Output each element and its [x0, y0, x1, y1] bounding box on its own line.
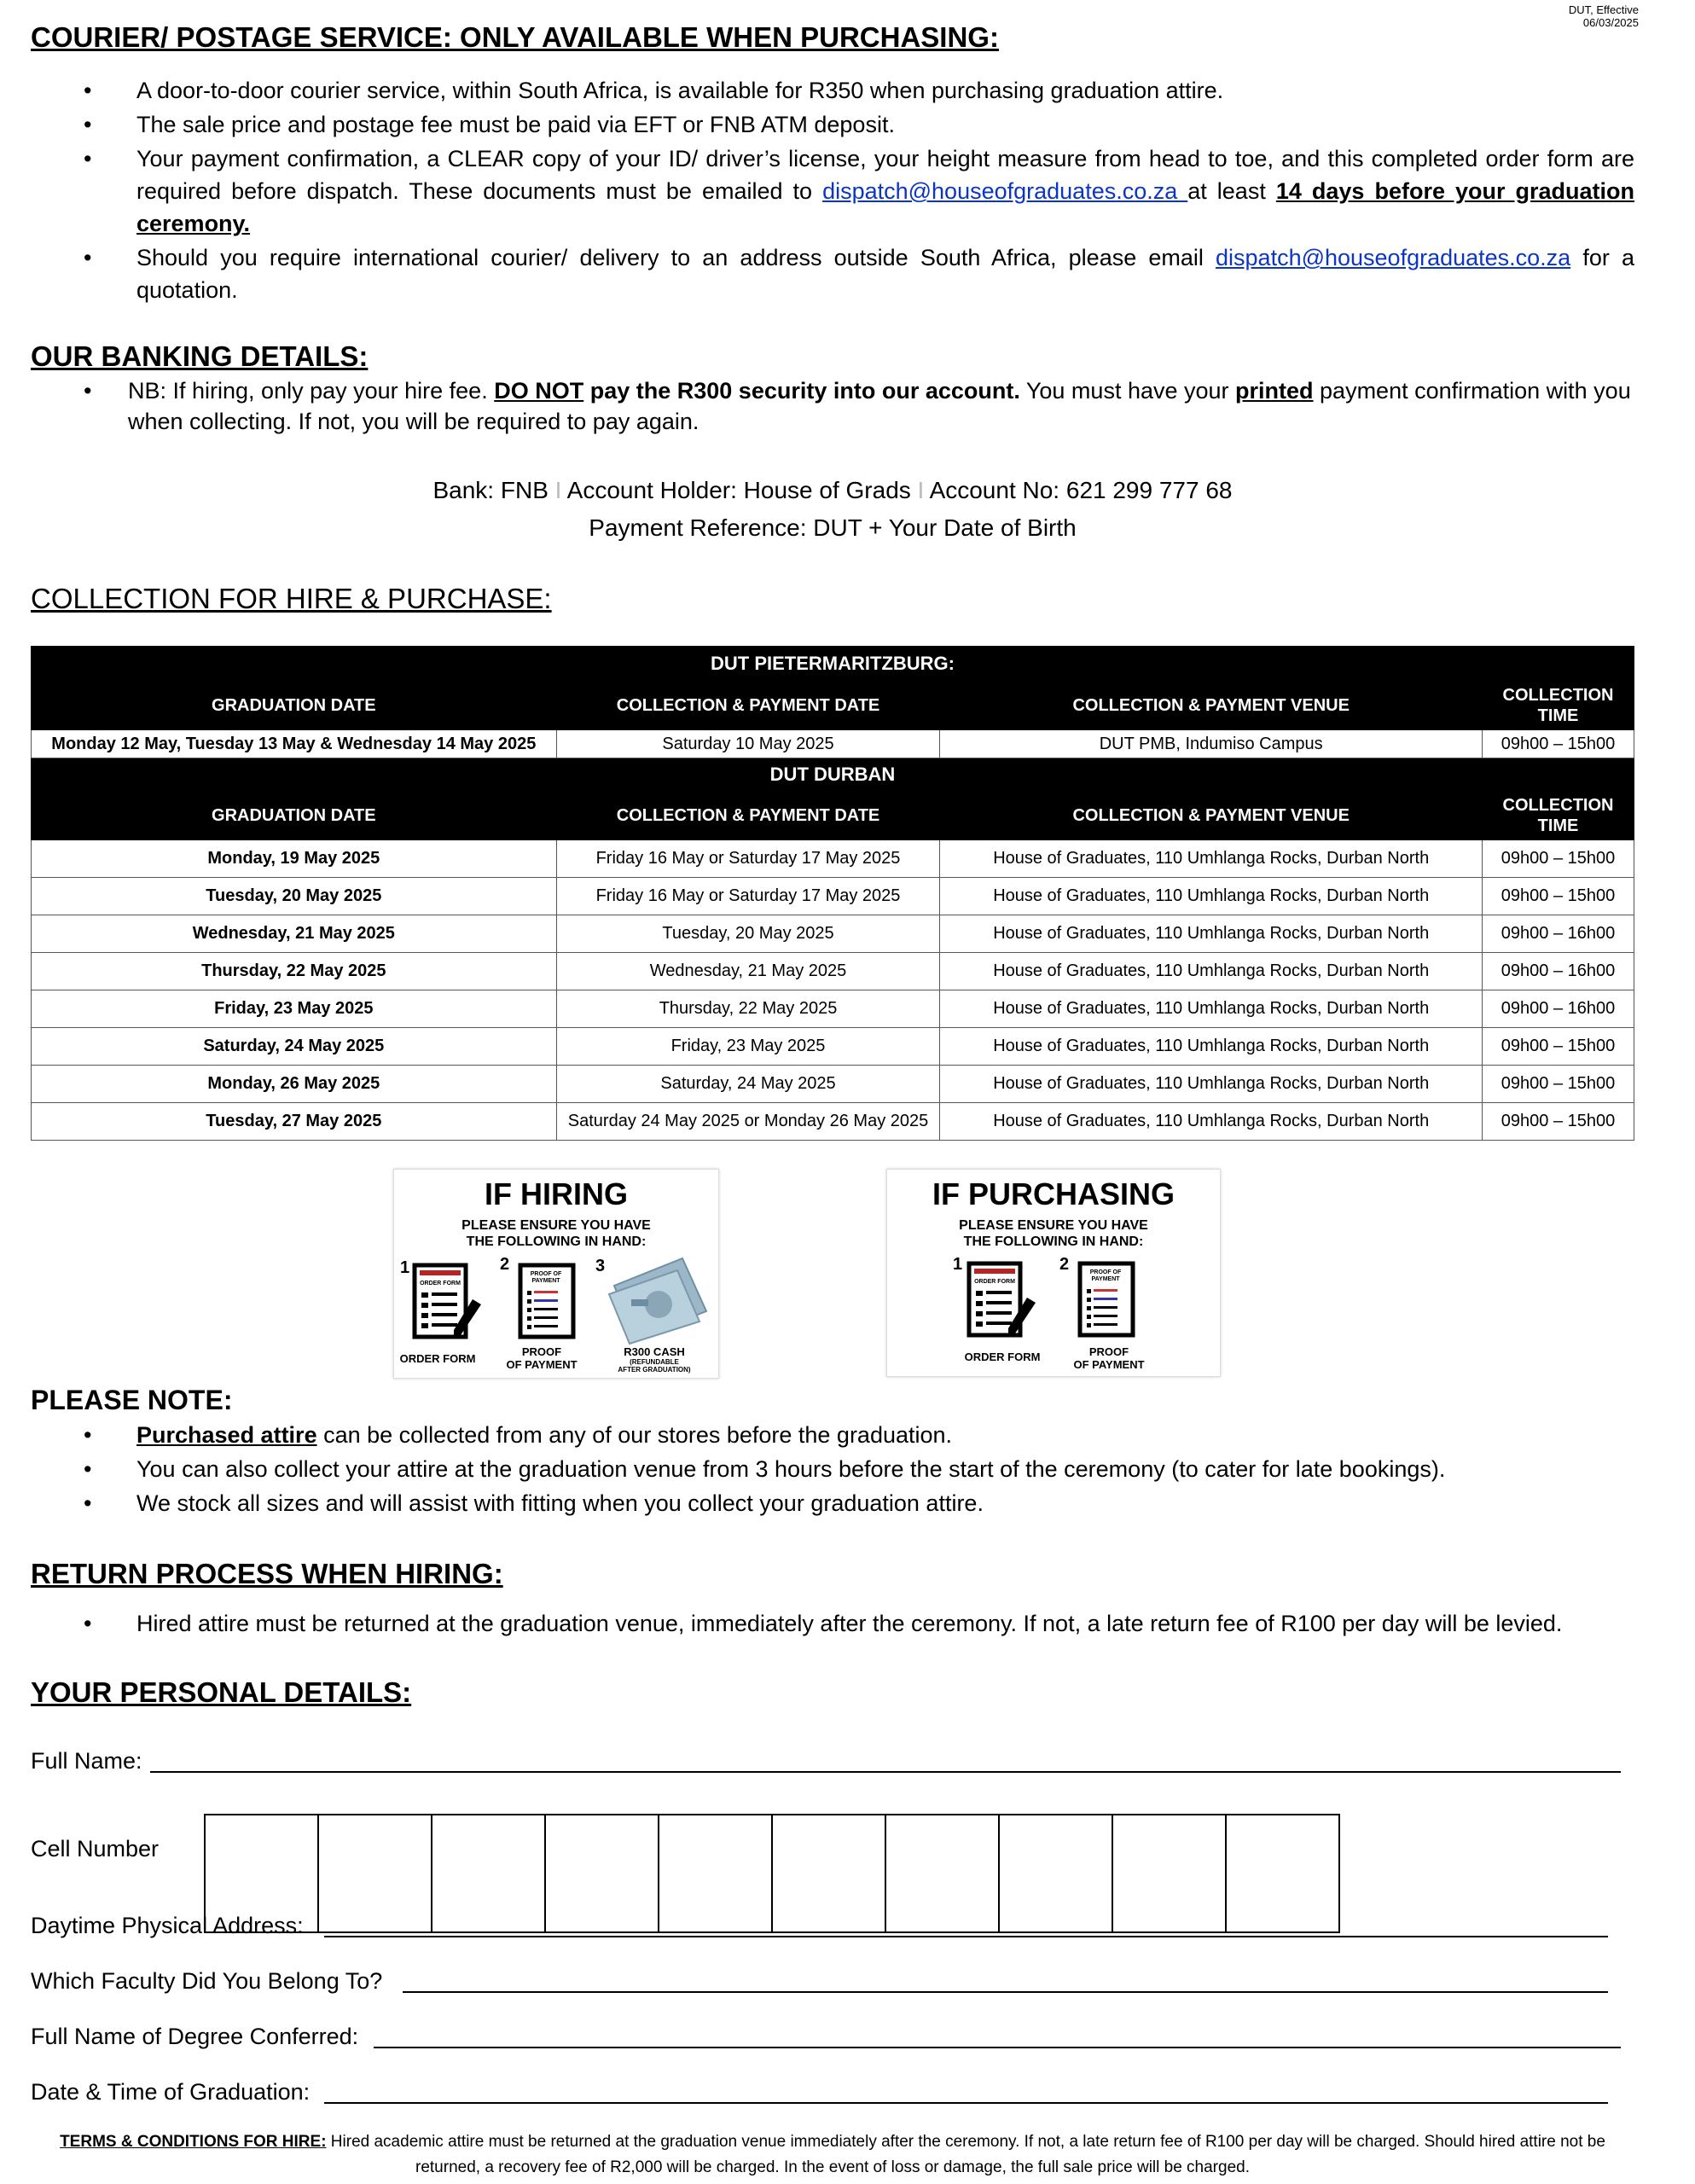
table-cell: House of Graduates, 110 Umhlanga Rocks, Durban North: [940, 915, 1483, 953]
proof-of-payment-icon: [517, 1262, 585, 1344]
order-form-icon: [411, 1262, 496, 1344]
address-label: Daytime Physical Address:: [31, 1913, 304, 1938]
banking-list: [31, 375, 1634, 437]
col-graduation-date: GRADUATION DATE: [32, 792, 557, 840]
list-item: • A door-to-door courier service, within South Africa, is available for R350 when purchasing graduation attire.: [84, 78, 1224, 103]
terms-label: TERMS & CONDITIONS FOR HIRE:: [60, 2133, 327, 2151]
table-cell: Saturday, 24 May 2025: [556, 1066, 940, 1103]
table-cell: Friday, 23 May 2025: [32, 990, 557, 1028]
svg-text:ORDER FORM: ORDER FORM: [974, 1279, 1015, 1285]
stamp-line1: DUT, Effective: [1568, 3, 1639, 16]
cell-digit-box[interactable]: [998, 1814, 1113, 1933]
list-item: • Purchased attire can be collected from any of our stores before the graduation.: [84, 1422, 953, 1448]
table-cell: House of Graduates, 110 Umhlanga Rocks, Durban North: [940, 1028, 1483, 1066]
svg-text:PROOF OF: PROOF OF: [530, 1271, 562, 1277]
durban-header-row: [32, 792, 1634, 840]
proof-label: PROOF OF PAYMENT: [1073, 1345, 1145, 1371]
table-cell: 09h00 – 15h00: [1483, 1066, 1634, 1103]
cash-label: R300 CASH (REFUNDABLE AFTER GRADUATION): [618, 1345, 691, 1374]
terms-conditions: [31, 2129, 1634, 2181]
order-form-label: ORDER FORM: [399, 1352, 476, 1365]
pmb-header-row: [32, 682, 1634, 730]
cell-digit-box[interactable]: [658, 1814, 773, 1933]
col-venue: COLLECTION & PAYMENT VENUE: [940, 682, 1483, 730]
col-collection-date: COLLECTION & PAYMENT DATE: [556, 682, 940, 730]
table-cell: 09h00 – 15h00: [1483, 1028, 1634, 1066]
cell-digit-box[interactable]: [317, 1814, 432, 1933]
durban-title: DUT DURBAN: [32, 758, 1634, 792]
faculty-field[interactable]: [403, 1991, 1608, 1993]
table-cell: 09h00 – 16h00: [1483, 953, 1634, 990]
banking-heading: OUR BANKING DETAILS:: [31, 340, 369, 372]
pmb-title: DUT PIETERMARITZBURG:: [32, 647, 1634, 682]
svg-text:PROOF OF: PROOF OF: [1089, 1269, 1122, 1275]
list-item: • You can also collect your attire at the graduation venue from 3 hours before the start of the ceremony (to cater for late bookings).: [84, 1456, 1446, 1482]
table-cell: 09h00 – 15h00: [1483, 840, 1634, 878]
proof-label: PROOF OF PAYMENT: [506, 1345, 578, 1371]
table-cell: House of Graduates, 110 Umhlanga Rocks, Durban North: [940, 878, 1483, 915]
table-cell: Monday, 19 May 2025: [32, 840, 557, 878]
cell-digit-box[interactable]: [1225, 1814, 1340, 1933]
cell-digit-box[interactable]: [1112, 1814, 1227, 1933]
table-cell: 09h00 – 16h00: [1483, 990, 1634, 1028]
table-cell: Saturday 24 May 2025 or Monday 26 May 2025: [556, 1103, 940, 1141]
table-cell: Friday 16 May or Saturday 17 May 2025: [556, 840, 940, 878]
courier-heading: COURIER/ POSTAGE SERVICE: ONLY AVAILABLE WHEN PURCHASING:: [31, 21, 999, 53]
pmb-title-row: [32, 647, 1634, 682]
cell-number-label: Cell Number: [31, 1836, 160, 1862]
dispatch-email-link[interactable]: dispatch@houseofgraduates.co.za: [822, 178, 1188, 204]
faculty-label: Which Faculty Did You Belong To?: [31, 1968, 383, 1994]
cell-digit-box[interactable]: [431, 1814, 546, 1933]
hiring-subtitle: PLEASE ENSURE YOU HAVE THE FOLLOWING IN HAND:: [461, 1218, 651, 1249]
stamp-line2: 06/03/2025: [1582, 16, 1639, 29]
note-heading: PLEASE NOTE:: [31, 1385, 233, 1415]
col-time: COLLECTION TIME: [1483, 682, 1634, 730]
table-cell: House of Graduates, 110 Umhlanga Rocks, Durban North: [940, 953, 1483, 990]
table-row: [32, 878, 1634, 915]
payment-reference: Payment Reference: DUT + Your Date of Birth: [589, 514, 1077, 541]
table-cell: Tuesday, 27 May 2025: [32, 1103, 557, 1141]
col-collection-date: COLLECTION & PAYMENT DATE: [556, 792, 940, 840]
collection-heading: COLLECTION FOR HIRE & PURCHASE:: [31, 583, 552, 614]
table-cell: Monday, 26 May 2025: [32, 1066, 557, 1103]
table-cell: 09h00 – 16h00: [1483, 915, 1634, 953]
returns-heading: RETURN PROCESS WHEN HIRING:: [31, 1558, 503, 1589]
if-purchasing-card: IF PURCHASING PLEASE ENSURE YOU HAVE THE FOLLOWING IN HAND: 1 2 ORDER FORM PROOF OF PAYMENT ORDER FORM PROOF OF PAYMENT: [886, 1169, 1221, 1377]
table-row: [32, 1066, 1634, 1103]
personal-heading: YOUR PERSONAL DETAILS:: [31, 1676, 412, 1708]
cell-digit-box[interactable]: [885, 1814, 1000, 1933]
svg-text:PAYMENT: PAYMENT: [1091, 1276, 1120, 1282]
list-item: • Hired attire must be returned at the graduation venue, immediately after the ceremony. If not, a late return fee of R100 per day will be levied.: [84, 1611, 1563, 1636]
cell-number-boxes[interactable]: [206, 1814, 1340, 1933]
col-venue: COLLECTION & PAYMENT VENUE: [940, 792, 1483, 840]
cell-digit-box[interactable]: [771, 1814, 886, 1933]
col-time: COLLECTION TIME: [1483, 792, 1634, 840]
table-cell: 09h00 – 15h00: [1483, 1103, 1634, 1141]
order-form-label: ORDER FORM: [964, 1350, 1041, 1363]
table-row: [32, 915, 1634, 953]
returns-list: [31, 1607, 1634, 1640]
table-cell: House of Graduates, 110 Umhlanga Rocks, Durban North: [940, 840, 1483, 878]
list-item: • We stock all sizes and will assist with fitting when you collect your graduation attire.: [84, 1490, 984, 1516]
cell-digit-box[interactable]: [544, 1814, 659, 1933]
degree-label: Full Name of Degree Conferred:: [31, 2024, 359, 2049]
list-item: • NB: If hiring, only pay your hire fee. DO NOT pay the R300 security into our account. You must have your printed payment confirmation with you when collecting. If not, you will be required to pay again.: [84, 378, 1631, 434]
table-cell: Thursday, 22 May 2025: [32, 953, 557, 990]
collection-table-body: [32, 647, 1634, 1141]
table-cell: House of Graduates, 110 Umhlanga Rocks, Durban North: [940, 990, 1483, 1028]
terms-text: Hired academic attire must be returned at the graduation venue immediately after the ceremony. If not, a late return fee of R100 per day will be charged. Should hired attire not be returned, a recovery fee of R2,000 will be charged. In the event of loss or damage, the full sale price will be charged.: [326, 2133, 1605, 2176]
table-row: [32, 840, 1634, 878]
effective-stamp: [1569, 3, 1639, 29]
cash-notes-icon: [606, 1252, 711, 1345]
graduation-datetime-label: Date & Time of Graduation:: [31, 2079, 311, 2105]
table-cell: House of Graduates, 110 Umhlanga Rocks, Durban North: [940, 1103, 1483, 1141]
order-form-icon: [966, 1260, 1051, 1342]
note-list: [31, 1419, 1634, 1519]
table-cell: Thursday, 22 May 2025: [556, 990, 940, 1028]
table-row: Monday 12 May, Tuesday 13 May & Wednesday 14 May 2025 Saturday 10 May 2025 DUT PMB, Indumiso Campus 09h00 – 15h00: [32, 730, 1634, 758]
collection-table: [31, 646, 1634, 1141]
purchasing-title: IF PURCHASING: [932, 1176, 1175, 1211]
table-cell: Tuesday, 20 May 2025: [32, 878, 557, 915]
table-cell: Friday 16 May or Saturday 17 May 2025: [556, 878, 940, 915]
list-item: • Your payment confirmation, a CLEAR copy of your ID/ driver’s license, your height measure from head to toe, and this completed order form are required before dispatch. These documents must be emailed to dispatch@houseofgraduates.co.za at least 14 days before your graduation ceremony.: [84, 146, 1634, 236]
courier-list: [31, 74, 1634, 306]
table-cell: 09h00 – 15h00: [1483, 878, 1634, 915]
address-field[interactable]: [324, 1936, 1608, 1937]
svg-text:PAYMENT: PAYMENT: [531, 1278, 560, 1284]
list-item: • Should you require international courier/ delivery to an address outside South Africa, please email dispatch@houseofgraduates.co.za for a quotation.: [84, 245, 1634, 303]
svg-text:ORDER FORM: ORDER FORM: [420, 1281, 461, 1287]
list-item: • The sale price and postage fee must be paid via EFT or FNB ATM deposit.: [84, 112, 895, 137]
table-cell: Wednesday, 21 May 2025: [556, 953, 940, 990]
table-cell: Saturday, 24 May 2025: [32, 1028, 557, 1066]
col-graduation-date: GRADUATION DATE: [32, 682, 557, 730]
table-cell: Friday, 23 May 2025: [556, 1028, 940, 1066]
proof-of-payment-icon: [1077, 1260, 1145, 1342]
table-row: [32, 1028, 1634, 1066]
if-hiring-card: IF HIRING PLEASE ENSURE YOU HAVE THE FOLLOWING IN HAND: 1 2 3 ORDER FORM PROOF OF PAYMENT ORDER FORM PROOF OF PAYMENT R300 CASH (REFUNDABLE AFTER GRADUATION): [393, 1169, 719, 1379]
table-row: [32, 1103, 1634, 1141]
table-cell: Wednesday, 21 May 2025: [32, 915, 557, 953]
durban-title-row: [32, 758, 1634, 792]
table-row: [32, 953, 1634, 990]
table-row: [32, 990, 1634, 1028]
degree-field[interactable]: [374, 2047, 1621, 2048]
full-name-field[interactable]: [150, 1771, 1621, 1773]
graduation-datetime-field[interactable]: [324, 2102, 1608, 2104]
full-name-label: Full Name:: [31, 1748, 142, 1774]
table-cell: Tuesday, 20 May 2025: [556, 915, 940, 953]
table-cell: House of Graduates, 110 Umhlanga Rocks, Durban North: [940, 1066, 1483, 1103]
bank-details: Bank: FNB I Account Holder: House of Grads I Account No: 621 299 777 68: [432, 477, 1233, 503]
dispatch-email-link-2[interactable]: dispatch@houseofgraduates.co.za: [1216, 245, 1571, 270]
hiring-title: IF HIRING: [485, 1176, 628, 1211]
purchasing-subtitle: PLEASE ENSURE YOU HAVE THE FOLLOWING IN HAND:: [959, 1218, 1148, 1249]
